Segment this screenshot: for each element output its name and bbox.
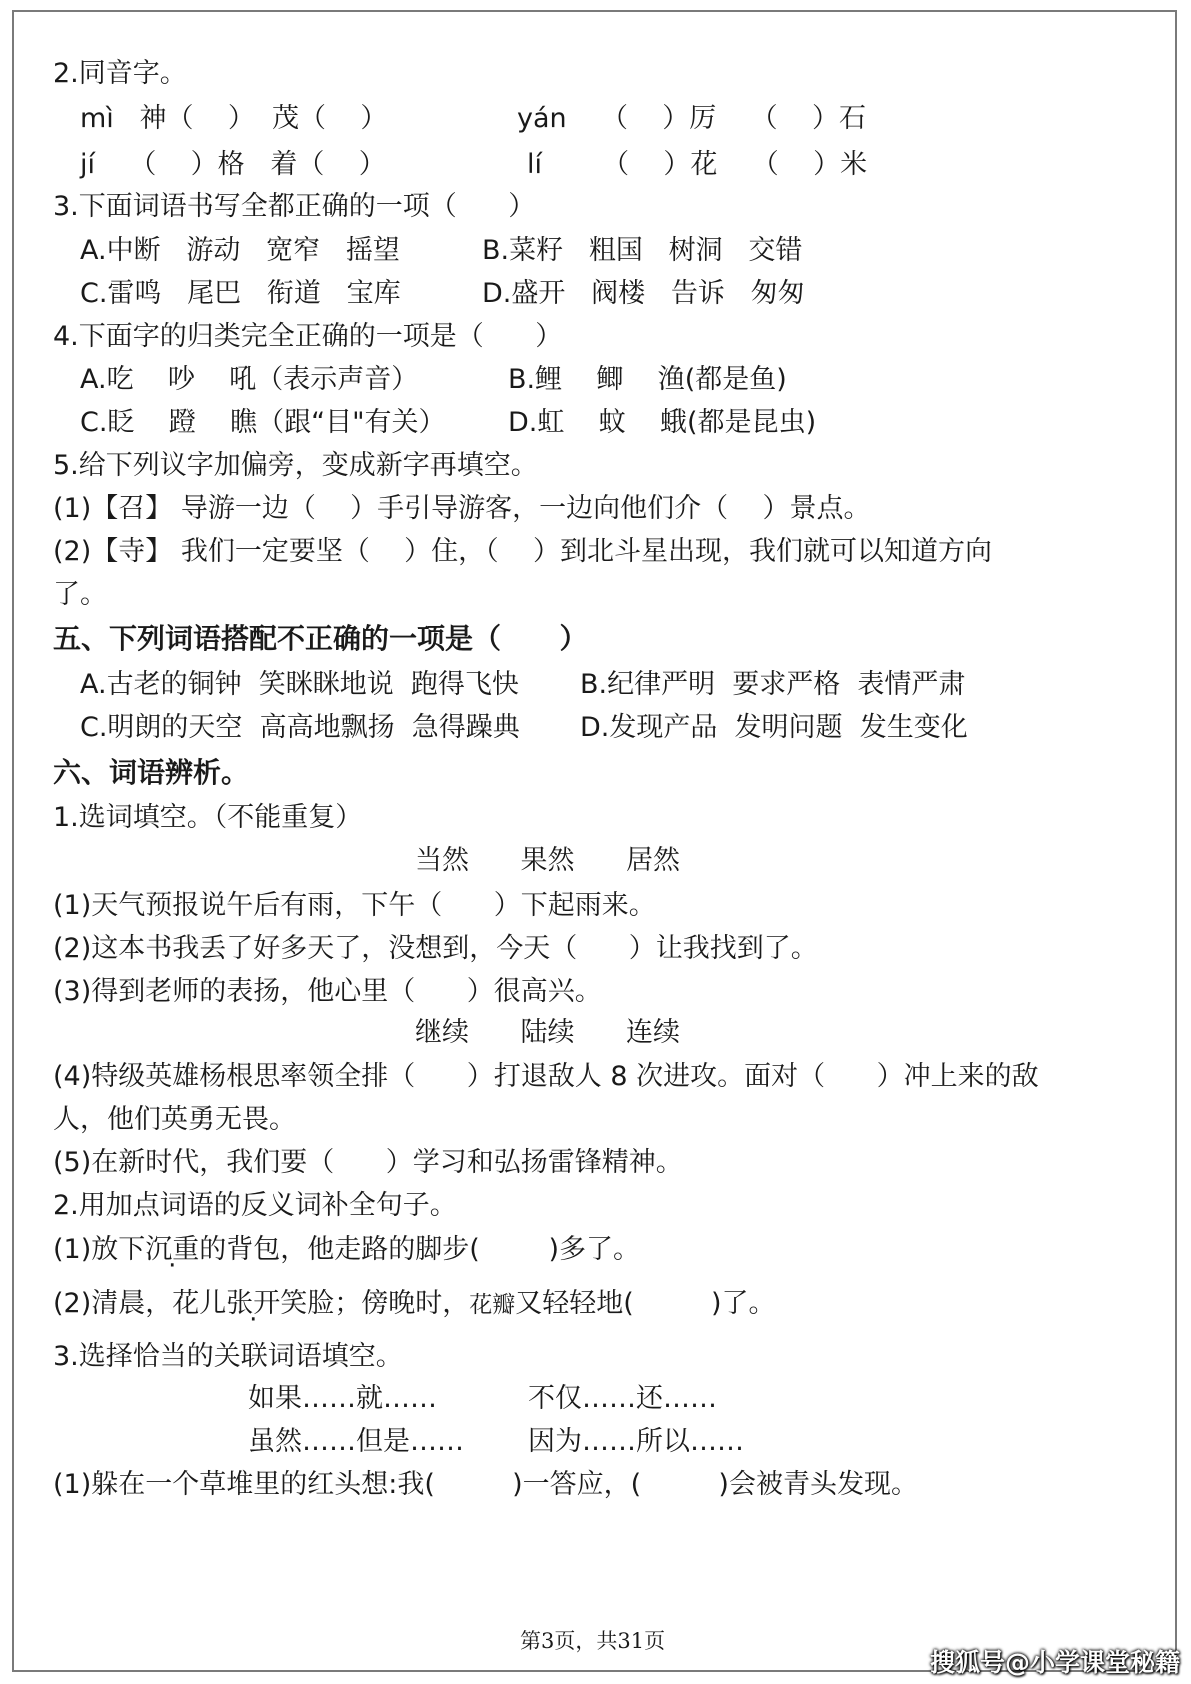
antonym-sentence-2: (2)清晨，花儿张开笑脸；傍晚时，花瓣又轻轻地( )了。	[53, 1288, 776, 1319]
q3-option-c: C.雷鸣 尾巴 衔道 宝库	[80, 278, 401, 309]
sec5-option-c: C.明朗的天空 高高地飘扬 急得躁典	[80, 712, 520, 743]
q4-option-a: A.吃 吵 吼（表示声音）	[80, 364, 419, 395]
sec6-sentence-5: (5)在新时代，我们要（ ）学习和弘扬雷锋精神。	[53, 1147, 683, 1178]
antonym-sentence-1: (1)放下沉重的背包，他走路的脚步( )多了。	[53, 1234, 640, 1265]
sec6-sentence-3: (3)得到老师的表扬，他心里（ ）很高兴。	[53, 976, 602, 1007]
q2-row1-right: yán （ ）厉 （ ）石	[517, 103, 866, 134]
q4-title: 4.下面字的归类完全正确的一项是（ ）	[53, 321, 563, 352]
q5-sentence-2-cont: 了。	[53, 579, 107, 610]
page-number: 第3页，共31页	[520, 1629, 666, 1653]
q2-title: 2.同音字。	[53, 58, 187, 89]
sec5-option-a: A.古老的铜钟 笑眯眯地说 跑得飞快	[80, 669, 519, 700]
sec6-sentence-2: (2)这本书我丢了好多天了，没想到，今天（ ）让我找到了。	[53, 933, 818, 964]
q5-title: 5.给下列议字加偏旁，变成新字再填空。	[53, 450, 538, 481]
conjunction-1: 如果……就……	[248, 1383, 437, 1414]
section-6-title: 六、词语辨析。	[53, 756, 250, 789]
dotted-word-chenzhong: 沉重	[145, 1234, 200, 1265]
q2-row2-right: lí （ ）花 （ ）米	[527, 149, 868, 180]
conjunction-3: 虽然……但是……	[248, 1426, 464, 1457]
q5-sentence-1: (1)【召】 导游一边（ ）手引导游客，一边向他们介（ ）景点。	[53, 493, 871, 524]
conjunction-sentence-1: (1)躲在一个草堆里的红头想:我( )一答应，( )会被青头发现。	[53, 1469, 918, 1500]
sec5-option-d: D.发现产品 发明问题 发生变化	[580, 712, 968, 743]
sec6-sentence-4-cont: 人，他们英勇无畏。	[53, 1104, 296, 1135]
section-5-title: 五、下列词语搭配不正确的一项是（ ）	[53, 622, 588, 655]
sec6-q1-title: 1.选词填空。（不能重复）	[53, 802, 363, 833]
q4-option-d: D.虹 蚊 蛾(都是昆虫)	[508, 407, 817, 438]
q3-option-b: B.菜籽 粗国 树洞 交错	[482, 235, 803, 266]
conjunction-4: 因为……所以……	[528, 1426, 744, 1457]
sec6-q2-title: 2.用加点词语的反义词补全句子。	[53, 1190, 457, 1221]
dotted-word-zhangkai: 张开	[226, 1288, 281, 1319]
q2-row1-left: mì 神（ ） 茂（ ）	[80, 103, 388, 134]
sec6-sentence-1: (1)天气预报说午后有雨，下午（ ）下起雨来。	[53, 890, 656, 921]
q3-title: 3.下面词语书写全都正确的一项（ ）	[53, 191, 536, 222]
word-bank-2: 继续 陆续 连续	[415, 1017, 680, 1048]
q5-sentence-2: (2)【寺】 我们一定要坚（ ）住，（ ）到北斗星出现，我们就可以知道方向	[53, 536, 992, 567]
sec5-option-b: B.纪律严明 要求严格 表情严肃	[580, 669, 966, 700]
word-bank-1: 当然 果然 居然	[415, 845, 680, 876]
conjunction-2: 不仅……还……	[528, 1383, 717, 1414]
q4-option-b: B.鲤 鲫 渔(都是鱼)	[508, 364, 787, 395]
q3-option-d: D.盛开 阀楼 告诉 匆匆	[482, 278, 805, 309]
q2-row2-left: jí （ ）格 着（ ）	[80, 149, 386, 180]
q3-option-a: A.中断 游动 宽窄 摇望	[80, 235, 400, 266]
sec6-sentence-4: (4)特级英雄杨根思率领全排（ ）打退敌人 8 次进攻。面对（ ）冲上来的敌	[53, 1061, 1039, 1092]
watermark: 搜狐号@小学课堂秘籍	[930, 1648, 1181, 1677]
sec6-q3-title: 3.选择恰当的关联词语填空。	[53, 1341, 403, 1372]
q4-option-c: C.眨 蹬 瞧（跟“目"有关）	[80, 407, 446, 438]
